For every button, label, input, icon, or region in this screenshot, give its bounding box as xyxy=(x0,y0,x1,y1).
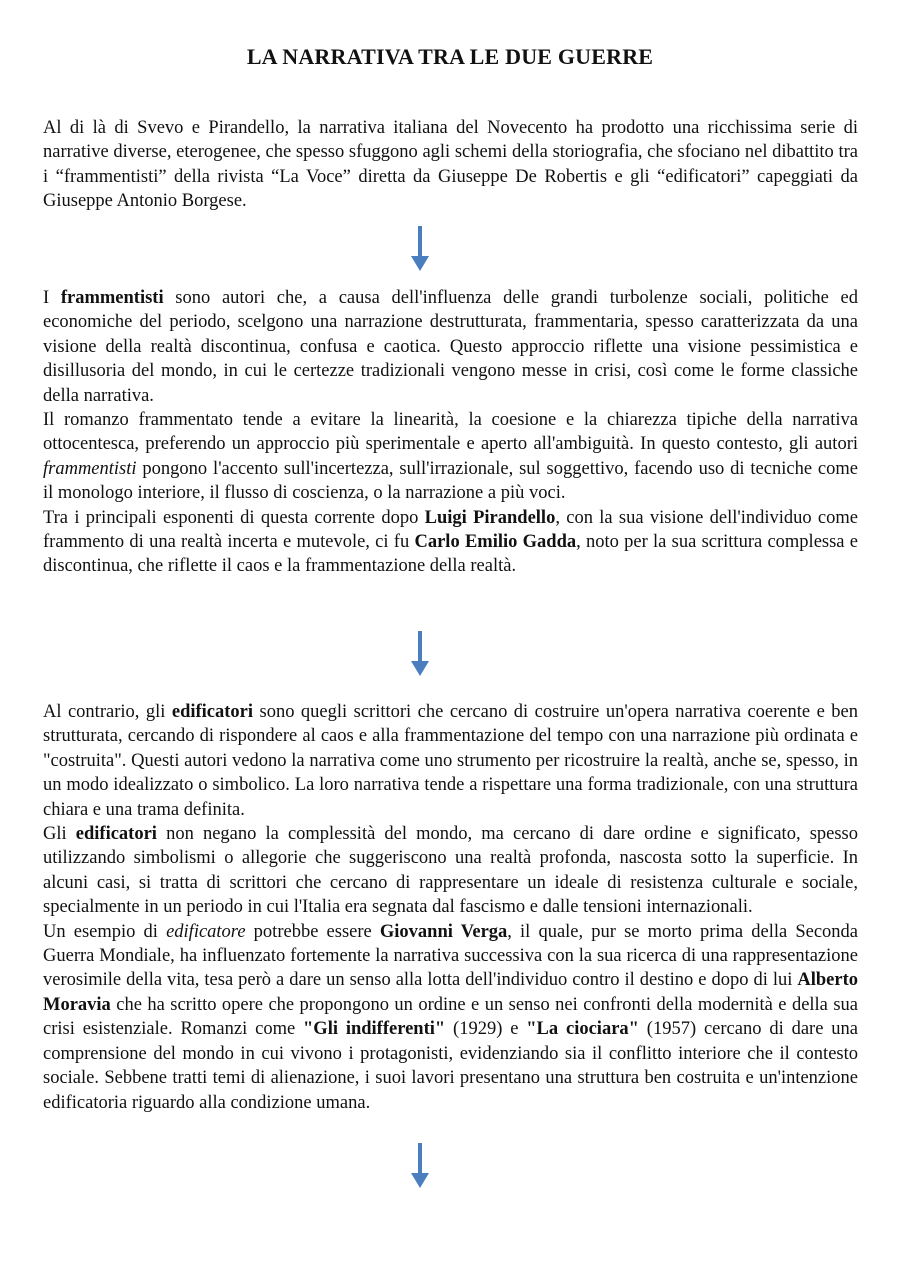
author-gadda: Carlo Emilio Gadda xyxy=(414,532,577,553)
text-run: (1929) e xyxy=(445,1019,527,1040)
edificatori-paragraph-2 xyxy=(43,822,858,920)
term-frammentisti-italic: frammentisti xyxy=(43,458,137,479)
text-run: I xyxy=(43,288,61,308)
text-run: potrebbe essere xyxy=(245,921,380,942)
text-run: Tra i principali esponenti di questa corrente dopo xyxy=(43,507,425,528)
novel-gli-indifferenti: "Gli indifferenti" xyxy=(303,1019,446,1040)
text-run: sono quegli scrittori che cercano di costruire un'opera narrativa coerente e ben strutturata, cercando di rispondere al caos e alla frammentazione del tempo con una narrazione più ordinata e "costruita". Questi autori vedono la narrativa come uno strumento per ricostruire la realtà, anche se, spesso, in un modo idealizzato o simbolico. La loro narrativa tende a rispettare una forma tradizionale, con una struttura chiara e una trama definita. xyxy=(43,702,858,820)
term-edificatori: edificatori xyxy=(171,702,254,722)
term-edificatore-italic: edificatore xyxy=(166,921,246,942)
text-run: , noto per la sua scrittura complessa e discontinua, che riflette il caos e la frammentazione della realtà. xyxy=(43,532,858,577)
edificatori-section xyxy=(43,700,858,1115)
author-pirandello: Luigi Pirandello xyxy=(424,507,556,528)
text-run: Al contrario, gli xyxy=(43,702,172,722)
text-run: , il quale, pur se morto prima della Seconda Guerra Mondiale, ha influenzato fortemente la narrativa successiva con la sua ricerca di una rappresentazione verosimile della vita, tesa però a dare un senso alla lotta dell'individuo contro il destino e dopo di lui xyxy=(43,921,859,991)
edificatori-paragraph-3 xyxy=(43,920,858,1115)
text-run: pongono l'accento sull'incertezza, sull'irrazionale, sul soggettivo, facendo uso di tecniche come il monologo interiore, il flusso di coscienza, o la narrazione a più voci. xyxy=(43,458,858,504)
text-run: che ha scritto opere che propongono un ordine e un senso nei confronti della modernità e della sua crisi esistenziale. Romanzi come xyxy=(43,994,858,1040)
author-verga: Giovanni Verga xyxy=(379,921,508,942)
text-run: Gli xyxy=(43,824,76,845)
text-run: non negano la complessità del mondo, ma cercano di dare ordine e significato, spesso utilizzando simbolismi o allegorie che suggeriscono una realtà profonda, nascosta sotto la superficie. In alcuni casi, si tratta di scrittori che cercano di rappresentare un ideale di resistenza culturale e sociale, specialmente in un periodo in cui l'Italia era segnata dal fascismo e dalle tensioni internazionali. xyxy=(43,824,858,918)
term-edificatori: edificatori xyxy=(75,824,157,845)
text-run: (1957) cercano di dare una comprensione del mondo in cui vivono i protagonisti, evidenziando sia il conflitto interiore che il contesto sociale. Sebbene tratti temi di alienazione, i suoi lavori presentano una struttura ben costruita e un'intenzione edificatoria riguardo alla condizione umana. xyxy=(43,1019,858,1113)
text-run: Il romanzo frammentato tende a evitare la linearità, la coesione e la chiarezza tipiche della narrativa ottocentesca, preferendo un approccio più sperimentale e aperto all'ambiguità. In questo contesto, gli autori xyxy=(43,410,858,455)
frammentisti-section xyxy=(43,286,858,579)
page-title: LA NARRATIVA TRA LE DUE GUERRE xyxy=(246,44,654,69)
intro-paragraph xyxy=(43,116,858,214)
text-run: , con la sua visione dell'individuo come frammento di una realtà incerta e mutevole, ci fu xyxy=(43,507,858,553)
text-run: sono autori che, a causa dell'influenza delle grandi turbolenze sociali, politiche ed economiche del periodo, scelgono una narrazione destrutturata, frammentaria, spesso caratterizzata da una visione della realtà discontinua, confusa e caotica. Questo approccio riflette una visione pessimistica e disillusoria del mondo, in cui le certezze tradizionali vengono messe in crisi, così come le forme classiche della narrativa. xyxy=(43,288,858,406)
down-arrow-icon xyxy=(410,226,430,272)
text-run: Un esempio di xyxy=(43,921,167,942)
novel-la-ciociara: "La ciociara" xyxy=(526,1019,639,1040)
down-arrow-icon xyxy=(410,1143,430,1189)
intro-text: Al di là di Svevo e Pirandello, la narrativa italiana del Novecento ha prodotto una ricchissima serie di narrative diverse, eterogenee, che spesso sfuggono agli schemi della storiografia, che sfociano nel dibattito tra i “frammentisti” della rivista “La Voce” diretta da Giuseppe De Robertis e gli “edificatori” capeggiati da Giuseppe Antonio Borgese. xyxy=(43,118,858,212)
frammentisti-paragraph-1 xyxy=(43,286,858,408)
edificatori-paragraph-1 xyxy=(43,700,858,822)
author-moravia: Alberto Moravia xyxy=(43,970,858,1015)
down-arrow-icon xyxy=(410,631,430,677)
term-frammentisti: frammentisti xyxy=(60,288,164,308)
frammentisti-paragraph-2 xyxy=(43,408,858,506)
frammentisti-paragraph-3 xyxy=(43,506,858,579)
